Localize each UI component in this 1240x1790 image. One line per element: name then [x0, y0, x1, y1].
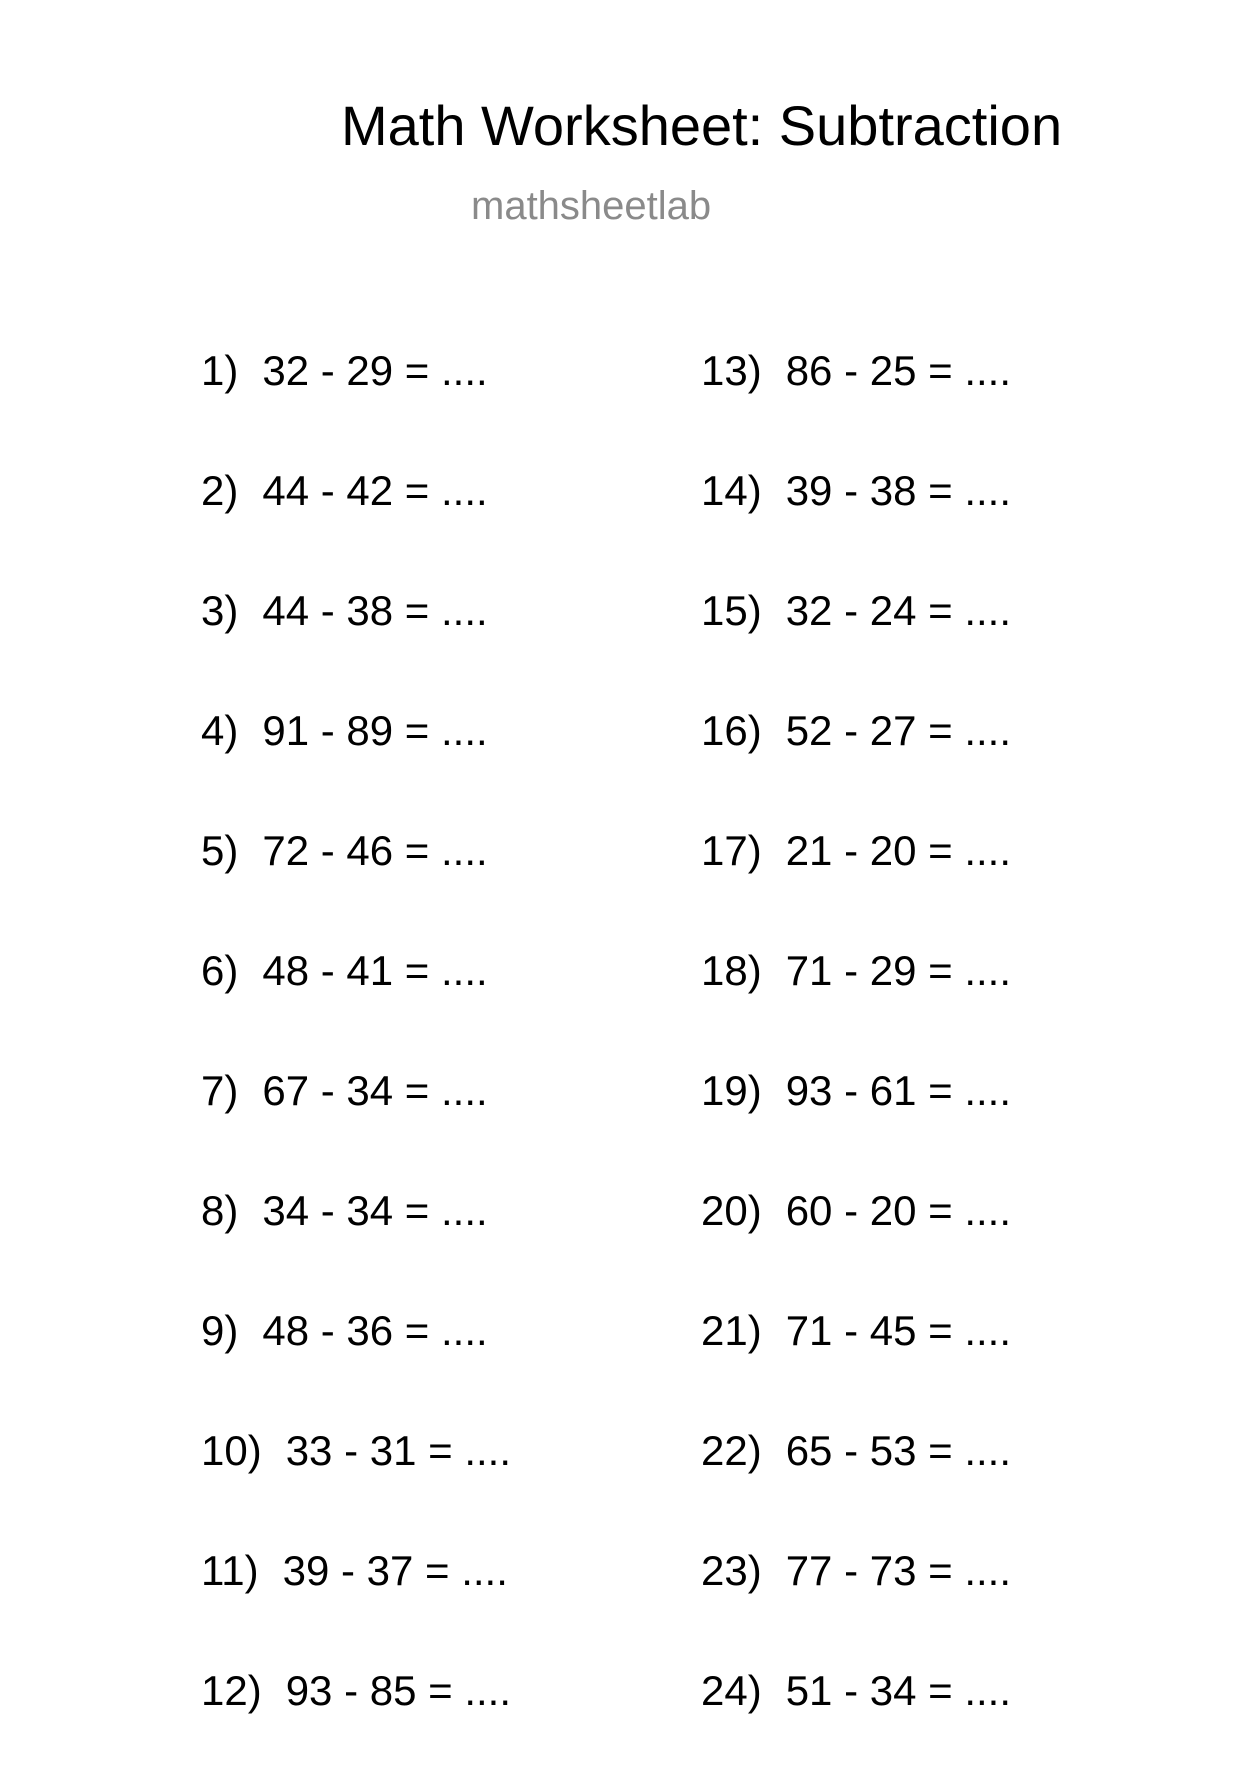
problem-expression: 39 - 38 = ....: [785, 467, 1012, 514]
problem-19: [701, 1067, 1012, 1190]
problem-5: [201, 827, 511, 950]
problem-number: 3): [201, 587, 239, 634]
problem-20: [701, 1187, 1012, 1310]
problem-8: [201, 1187, 511, 1310]
problem-10: [201, 1427, 512, 1550]
problem-expression: 34 - 34 = ....: [262, 1187, 488, 1234]
problem-number: 8): [201, 1187, 239, 1234]
problem-number: 10): [201, 1427, 262, 1474]
problem-expression: 93 - 85 = ....: [285, 1667, 512, 1714]
problem-18: [701, 947, 1012, 1070]
problem-number: 12): [201, 1667, 262, 1714]
problem-number: 1): [201, 347, 239, 394]
problem-number: 11): [201, 1547, 259, 1594]
problem-expression: 71 - 45 = ....: [785, 1307, 1012, 1354]
problems-column-left: [201, 347, 512, 1790]
problem-number: 2): [201, 467, 239, 514]
problem-1: [201, 347, 511, 470]
problem-11: [201, 1547, 511, 1670]
problem-number: 19): [701, 1067, 762, 1114]
problem-22: [701, 1427, 1012, 1550]
problem-expression: 52 - 27 = ....: [785, 707, 1012, 754]
problem-9: [201, 1307, 511, 1430]
problem-number: 9): [201, 1307, 239, 1354]
problem-expression: 48 - 36 = ....: [262, 1307, 488, 1354]
problem-expression: 39 - 37 = ....: [282, 1547, 508, 1594]
problem-15: [701, 587, 1012, 710]
problem-number: 22): [701, 1427, 762, 1474]
problem-expression: 72 - 46 = ....: [262, 827, 488, 874]
problem-expression: 91 - 89 = ....: [262, 707, 488, 754]
problem-7: [201, 1067, 511, 1190]
problem-number: 15): [701, 587, 762, 634]
problem-expression: 32 - 24 = ....: [785, 587, 1012, 634]
problem-12: [201, 1667, 512, 1790]
problem-expression: 32 - 29 = ....: [262, 347, 488, 394]
problem-expression: 44 - 38 = ....: [262, 587, 488, 634]
problem-number: 23): [701, 1547, 762, 1594]
problem-expression: 65 - 53 = ....: [785, 1427, 1012, 1474]
problem-number: 18): [701, 947, 762, 994]
problem-number: 7): [201, 1067, 239, 1114]
problem-number: 21): [701, 1307, 762, 1354]
problem-number: 6): [201, 947, 239, 994]
problem-number: 24): [701, 1667, 762, 1714]
problem-13: [701, 347, 1012, 470]
problem-expression: 33 - 31 = ....: [285, 1427, 512, 1474]
problem-expression: 48 - 41 = ....: [262, 947, 488, 994]
problem-expression: 21 - 20 = ....: [785, 827, 1012, 874]
problem-number: 5): [201, 827, 239, 874]
problem-expression: 67 - 34 = ....: [262, 1067, 488, 1114]
problem-14: [701, 467, 1012, 590]
worksheet-subtitle: mathsheetlab: [471, 184, 712, 228]
problem-4: [201, 707, 511, 830]
problem-expression: 86 - 25 = ....: [785, 347, 1012, 394]
problem-3: [201, 587, 511, 710]
problem-16: [701, 707, 1012, 830]
problem-24: [701, 1667, 1012, 1790]
problem-number: 20): [701, 1187, 762, 1234]
problem-number: 4): [201, 707, 239, 754]
problem-expression: 60 - 20 = ....: [785, 1187, 1012, 1234]
problem-expression: 44 - 42 = ....: [262, 467, 488, 514]
problem-2: [201, 467, 511, 590]
problem-23: [701, 1547, 1012, 1670]
problem-number: 14): [701, 467, 762, 514]
problem-expression: 71 - 29 = ....: [785, 947, 1012, 994]
problem-expression: 77 - 73 = ....: [785, 1547, 1012, 1594]
problems-column-right: [701, 347, 1012, 1790]
problem-number: 16): [701, 707, 762, 754]
problem-6: [201, 947, 511, 1070]
problem-number: 13): [701, 347, 762, 394]
worksheet-title: Math Worksheet: Subtraction: [341, 94, 1063, 157]
problem-17: [701, 827, 1012, 950]
problem-expression: 51 - 34 = ....: [785, 1667, 1012, 1714]
problem-number: 17): [701, 827, 762, 874]
problem-expression: 93 - 61 = ....: [785, 1067, 1012, 1114]
problem-21: [701, 1307, 1012, 1430]
